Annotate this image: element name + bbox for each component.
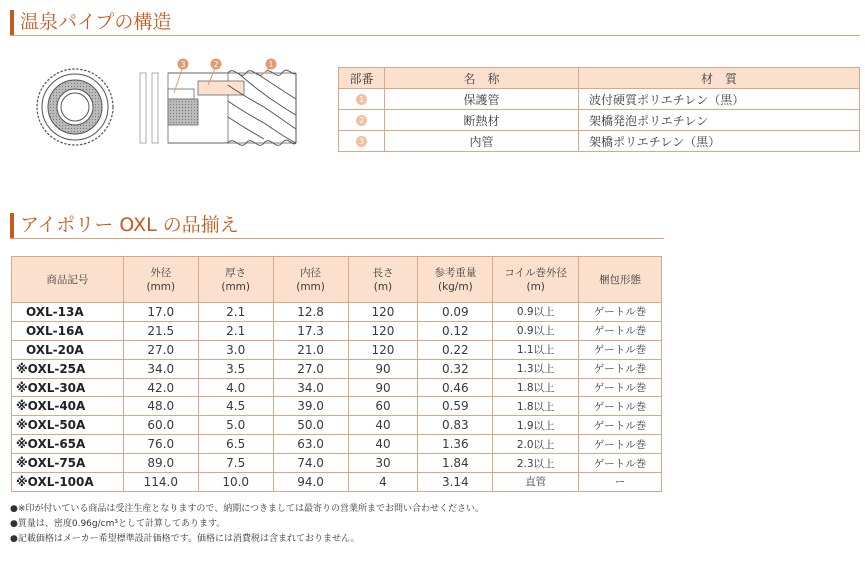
- header-unit: (mm): [146, 280, 176, 293]
- length-cell: 40: [348, 416, 418, 435]
- header-packaging: [579, 257, 662, 303]
- model-cell: ※OXL-30A: [12, 378, 124, 397]
- length-cell: 40: [348, 435, 418, 454]
- part-name: 内管: [385, 131, 579, 152]
- coil-diameter-cell: 1.8以上: [493, 397, 579, 416]
- materials-header-row: [339, 68, 860, 89]
- inner-diameter-cell: 21.0: [273, 340, 348, 359]
- weight-cell: 1.84: [418, 454, 493, 473]
- svg-text:2: 2: [213, 60, 219, 69]
- table-row: [12, 340, 662, 359]
- coil-diameter-cell: 1.1以上: [493, 340, 579, 359]
- table-row: [12, 435, 662, 454]
- header-label: 外径: [150, 266, 172, 279]
- footnote: ●質量は、密度0.96g/cm³として計算してあります。: [10, 519, 226, 529]
- number-badge: 3: [356, 136, 367, 147]
- header-weight: [418, 257, 493, 303]
- length-cell: 120: [348, 303, 418, 322]
- header-unit: (mm): [296, 280, 325, 293]
- model-cell: OXL-16A: [12, 321, 124, 340]
- part-material: 架橋発泡ポリエチレン: [579, 110, 860, 131]
- packaging-cell: ゲートル巻: [579, 397, 662, 416]
- weight-cell: 3.14: [418, 473, 493, 492]
- packaging-cell: ゲートル巻: [579, 435, 662, 454]
- header-coil-diameter: [493, 257, 579, 303]
- outer-diameter-cell: 27.0: [123, 340, 198, 359]
- weight-cell: 0.46: [418, 378, 493, 397]
- header-part-number: 部番: [339, 68, 385, 89]
- packaging-cell: ゲートル巻: [579, 378, 662, 397]
- svg-text:1: 1: [268, 60, 274, 69]
- header-unit: (m): [526, 280, 545, 293]
- inner-diameter-cell: 34.0: [273, 378, 348, 397]
- outer-diameter-cell: 114.0: [123, 473, 198, 492]
- weight-cell: 1.36: [418, 435, 493, 454]
- thickness-cell: 2.1: [198, 303, 273, 322]
- number-badge: 1: [356, 94, 367, 105]
- section-title-structure: 温泉パイプの構造: [10, 10, 171, 36]
- thickness-cell: 10.0: [198, 473, 273, 492]
- model-cell: ※OXL-65A: [12, 435, 124, 454]
- section-divider: [10, 35, 860, 36]
- packaging-cell: ゲートル巻: [579, 340, 662, 359]
- thickness-cell: 7.5: [198, 454, 273, 473]
- inner-diameter-cell: 63.0: [273, 435, 348, 454]
- section-divider: [10, 238, 664, 239]
- outer-diameter-cell: 76.0: [123, 435, 198, 454]
- table-row: [12, 378, 662, 397]
- callout-1: [262, 59, 277, 76]
- header-length: [348, 257, 418, 303]
- inner-diameter-cell: 27.0: [273, 359, 348, 378]
- footnote: ●記載価格はメーカー希望標準設計価格です。価格には消費税は含まれておりません。: [10, 534, 360, 544]
- header-unit: (mm): [221, 280, 250, 293]
- coil-diameter-cell: 1.3以上: [493, 359, 579, 378]
- header-label: 長さ: [372, 266, 394, 279]
- header-label: 参考重量: [434, 266, 477, 279]
- footnote: ●※印が付いている商品は受注生産となりますので、納期につきましては最寄りの営業所までお問い合わせください。: [10, 504, 485, 514]
- header-outer-diameter: [123, 257, 198, 303]
- packaging-cell: ゲートル巻: [579, 416, 662, 435]
- model-cell: ※OXL-25A: [12, 359, 124, 378]
- coil-diameter-cell: 0.9以上: [493, 321, 579, 340]
- header-label: 厚さ: [225, 266, 247, 279]
- product-lineup-table: [11, 256, 662, 492]
- thickness-cell: 4.0: [198, 378, 273, 397]
- model-cell: ※OXL-100A: [12, 473, 124, 492]
- thickness-cell: 6.5: [198, 435, 273, 454]
- materials-row: [339, 89, 860, 110]
- part-material: 波付硬質ポリエチレン（黒）: [579, 89, 860, 110]
- table-row: [12, 321, 662, 340]
- header-material: 材 質: [579, 68, 860, 89]
- length-cell: 60: [348, 397, 418, 416]
- outer-diameter-cell: 42.0: [123, 378, 198, 397]
- inner-diameter-cell: 39.0: [273, 397, 348, 416]
- model-cell: ※OXL-50A: [12, 416, 124, 435]
- packaging-cell: ゲートル巻: [579, 321, 662, 340]
- header-label: 商品記号: [46, 273, 89, 286]
- product-header-row: [12, 257, 662, 303]
- pipe-structure-diagram: [28, 55, 318, 160]
- model-cell: ※OXL-75A: [12, 454, 124, 473]
- inner-diameter-cell: 94.0: [273, 473, 348, 492]
- packaging-cell: ゲートル巻: [579, 359, 662, 378]
- coil-diameter-cell: 1.9以上: [493, 416, 579, 435]
- weight-cell: 0.22: [418, 340, 493, 359]
- weight-cell: 0.09: [418, 303, 493, 322]
- part-name: 保護管: [385, 89, 579, 110]
- part-material: 架橋ポリエチレン（黒）: [579, 131, 860, 152]
- header-unit: (kg/m): [437, 280, 473, 293]
- table-row: [12, 359, 662, 378]
- weight-cell: 0.83: [418, 416, 493, 435]
- header-label: コイル巻外径: [504, 266, 568, 279]
- length-cell: 90: [348, 378, 418, 397]
- weight-cell: 0.12: [418, 321, 493, 340]
- weight-cell: 0.59: [418, 397, 493, 416]
- packaging-cell: ゲートル巻: [579, 303, 662, 322]
- footnotes: [10, 502, 484, 547]
- thickness-cell: 2.1: [198, 321, 273, 340]
- part-name: 断熱材: [385, 110, 579, 131]
- header-label: 梱包形態: [599, 273, 642, 286]
- inner-diameter-cell: 50.0: [273, 416, 348, 435]
- length-cell: 90: [348, 359, 418, 378]
- model-cell: ※OXL-40A: [12, 397, 124, 416]
- coil-diameter-cell: 0.9以上: [493, 303, 579, 322]
- coil-diameter-cell: 2.0以上: [493, 435, 579, 454]
- header-name: 名 称: [385, 68, 579, 89]
- length-cell: 4: [348, 473, 418, 492]
- table-row: [12, 303, 662, 322]
- table-row: [12, 454, 662, 473]
- table-row: [12, 473, 662, 492]
- number-badge: 2: [356, 115, 367, 126]
- thickness-cell: 5.0: [198, 416, 273, 435]
- thickness-cell: 3.0: [198, 340, 273, 359]
- inner-diameter-cell: 17.3: [273, 321, 348, 340]
- inner-diameter-cell: 12.8: [273, 303, 348, 322]
- outer-diameter-cell: 21.5: [123, 321, 198, 340]
- model-cell: OXL-13A: [12, 303, 124, 322]
- outer-diameter-cell: 17.0: [123, 303, 198, 322]
- thickness-cell: 4.5: [198, 397, 273, 416]
- side-view: [140, 70, 296, 145]
- svg-text:3: 3: [180, 60, 186, 69]
- table-row: [12, 397, 662, 416]
- header-unit: (m): [373, 280, 393, 293]
- coil-diameter-cell: 直管: [493, 473, 579, 492]
- packaging-cell: ー: [579, 473, 662, 492]
- length-cell: 30: [348, 454, 418, 473]
- weight-cell: 0.32: [418, 359, 493, 378]
- materials-row: [339, 131, 860, 152]
- header-model: [12, 257, 124, 303]
- length-cell: 120: [348, 321, 418, 340]
- header-label: 内径: [300, 266, 322, 279]
- length-cell: 120: [348, 340, 418, 359]
- thickness-cell: 3.5: [198, 359, 273, 378]
- cross-section: [37, 69, 113, 145]
- coil-diameter-cell: 1.8以上: [493, 378, 579, 397]
- coil-diameter-cell: 2.3以上: [493, 454, 579, 473]
- outer-diameter-cell: 60.0: [123, 416, 198, 435]
- materials-table: [338, 67, 860, 152]
- header-thickness: [198, 257, 273, 303]
- outer-diameter-cell: 48.0: [123, 397, 198, 416]
- table-row: [12, 416, 662, 435]
- header-inner-diameter: [273, 257, 348, 303]
- outer-diameter-cell: 89.0: [123, 454, 198, 473]
- inner-diameter-cell: 74.0: [273, 454, 348, 473]
- materials-row: [339, 110, 860, 131]
- model-cell: OXL-20A: [12, 340, 124, 359]
- packaging-cell: ゲートル巻: [579, 454, 662, 473]
- section-title-lineup: アイポリー OXL の品揃え: [10, 213, 239, 239]
- outer-diameter-cell: 34.0: [123, 359, 198, 378]
